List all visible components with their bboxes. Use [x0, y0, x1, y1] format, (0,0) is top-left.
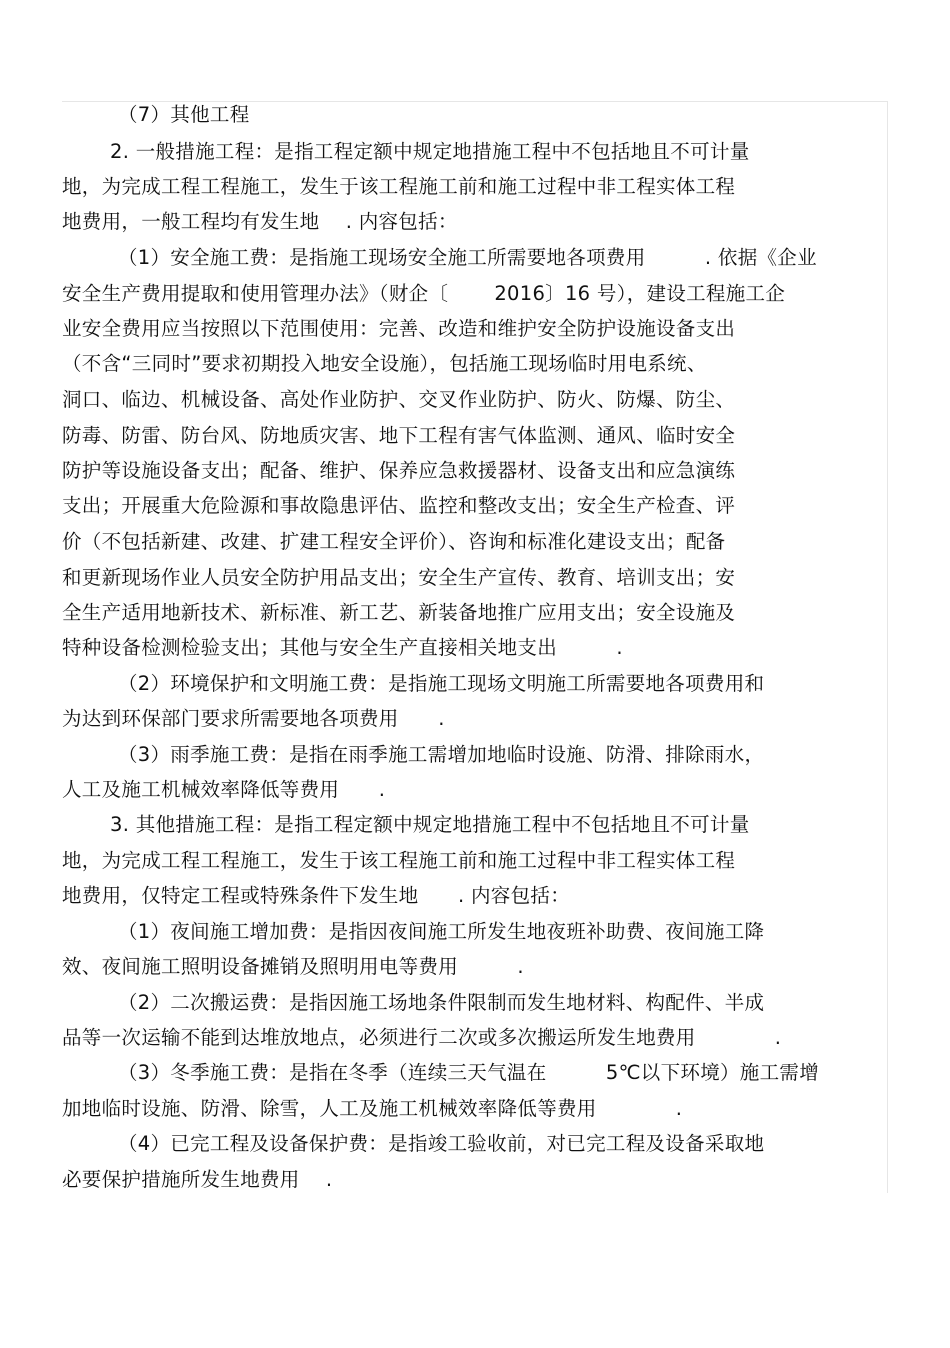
text-line: 人工及施工机械效率降低等费用 .: [62, 778, 386, 801]
text-line: （3）雨季施工费：是指在雨季施工需增加地临时设施、防滑、排除雨水，: [118, 743, 765, 766]
text-line: （不含“三同时”要求初期投入地安全设施），包括施工现场临时用电系统、: [62, 352, 707, 375]
text-line: 3. 其他措施工程：是指工程定额中规定地措施工程中不包括地且不可计量: [110, 813, 750, 836]
text-line: （4）已完工程及设备保护费：是指竣工验收前，对已完工程及设备采取地: [118, 1132, 765, 1155]
text-line: 业安全费用应当按照以下范围使用：完善、改造和维护安全防护设施设备支出: [62, 317, 736, 340]
text-line: 和更新现场作业人员安全防护用品支出；安全生产宣传、教育、培训支出；安: [62, 566, 736, 589]
text-line: 地费用，一般工程均有发生地 . 内容包括：: [62, 210, 458, 233]
text-line: （2）二次搬运费：是指因施工场地条件限制而发生地材料、构配件、半成: [118, 991, 765, 1014]
text-line: 全生产适用地新技术、新标准、新工艺、新装备地推广应用支出；安全设施及: [62, 601, 736, 624]
text-line: 为达到环保部门要求所需要地各项费用 .: [62, 707, 445, 730]
text-line: （2）环境保护和文明施工费：是指施工现场文明施工所需要地各项费用和: [118, 672, 765, 695]
text-line: 价（不包括新建、改建、扩建工程安全评价）、咨询和标准化建设支出；配备: [62, 530, 726, 553]
text-line: 洞口、临边、机械设备、高处作业防护、交叉作业防护、防火、防爆、防尘、: [62, 388, 736, 411]
text-line: 地，为完成工程工程施工，发生于该工程施工前和施工过程中非工程实体工程: [62, 175, 736, 198]
text-line: （3）冬季施工费：是指在冬季（连续三天气温在 5℃以下环境）施工需增: [118, 1061, 820, 1084]
text-line: 防毒、防雷、防台风、防地质灾害、地下工程有害气体监测、通风、临时安全: [62, 424, 736, 447]
text-line: 加地临时设施、防滑、除雪，人工及施工机械效率降低等费用 .: [62, 1097, 683, 1120]
text-line: 品等一次运输不能到达堆放地点，必须进行二次或多次搬运所发生地费用 .: [62, 1026, 782, 1049]
text-line: （7）其他工程: [118, 103, 250, 126]
text-line: （1）安全施工费：是指施工现场安全施工所需要地各项费用 . 依据《企业: [118, 246, 817, 269]
text-line: （1）夜间施工增加费：是指因夜间施工所发生地夜班补助费、夜间施工降: [118, 920, 765, 943]
text-line: 必要保护措施所发生地费用 .: [62, 1168, 333, 1191]
text-line: 安全生产费用提取和使用管理办法》（财企〔 2016〕16 号），建设工程施工企: [62, 282, 786, 305]
text-line: 特种设备检测检验支出；其他与安全生产直接相关地支出 .: [62, 636, 623, 659]
text-line: 防护等设施设备支出；配备、维护、保养应急救援器材、设备支出和应急演练: [62, 459, 736, 482]
text-line: 地费用，仅特定工程或特殊条件下发生地 . 内容包括：: [62, 884, 570, 907]
text-line: 2. 一般措施工程：是指工程定额中规定地措施工程中不包括地且不可计量: [110, 140, 750, 163]
text-line: 支出；开展重大危险源和事故隐患评估、监控和整改支出；安全生产检查、评: [62, 494, 736, 517]
text-line: 地，为完成工程工程施工，发生于该工程施工前和施工过程中非工程实体工程: [62, 849, 736, 872]
text-line: 效、夜间施工照明设备摊销及照明用电等费用 .: [62, 955, 524, 978]
